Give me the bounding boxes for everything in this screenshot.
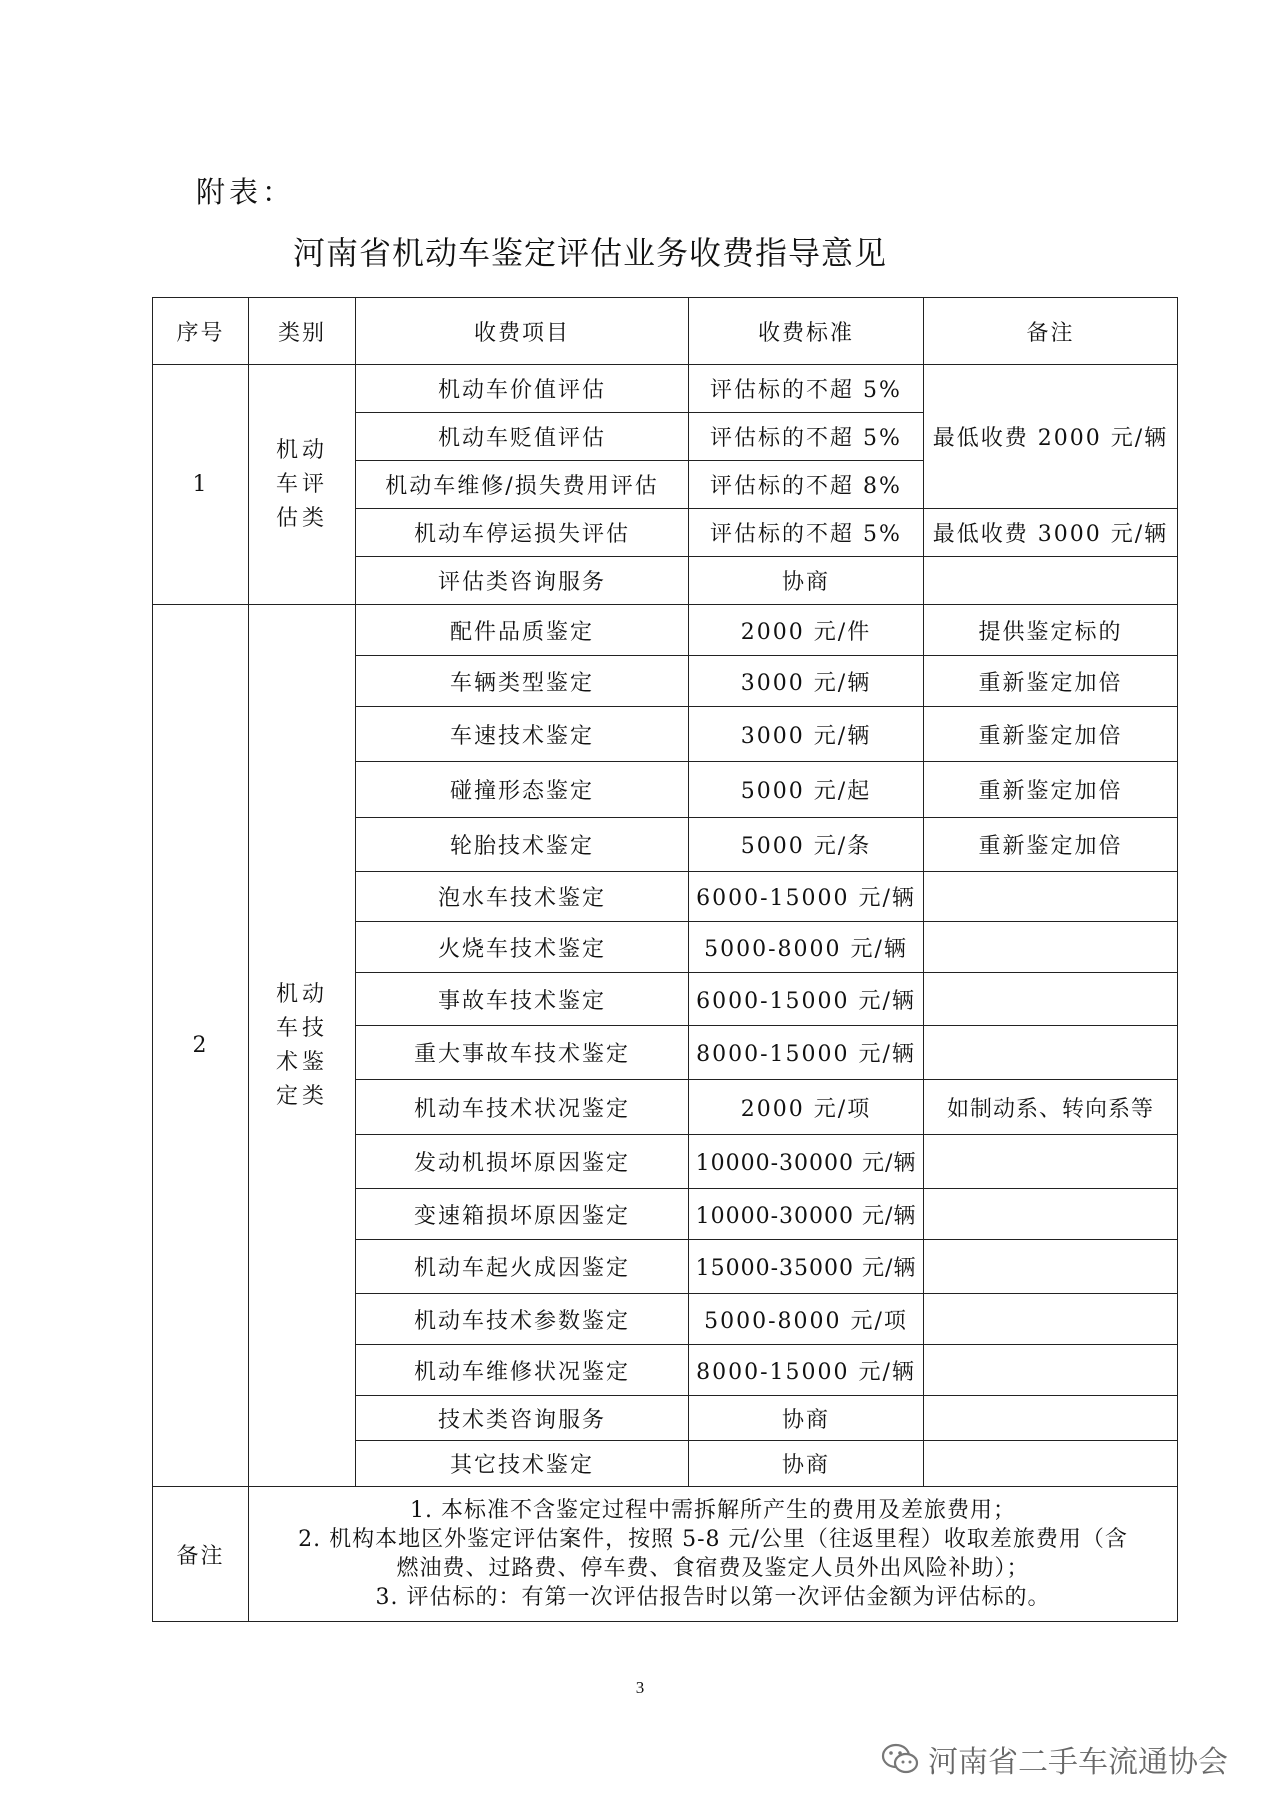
fee-item: 机动车起火成因鉴定 [356, 1240, 689, 1294]
fee-standard: 10000-30000 元/辆 [689, 1189, 924, 1240]
fee-standard: 5000 元/起 [689, 762, 924, 818]
fee-standard: 5000-8000 元/辆 [689, 922, 924, 973]
fee-standard: 评估标的不超 5% [689, 365, 924, 413]
note-line: 燃油费、过路费、停车费、食宿费及鉴定人员外出风险补助）； [396, 1556, 1030, 1581]
group1-category [249, 365, 356, 605]
header-category: 类别 [249, 298, 356, 365]
fee-remark [924, 1441, 1178, 1487]
fee-standard: 15000-35000 元/辆 [689, 1240, 924, 1294]
fee-item: 机动车技术参数鉴定 [356, 1294, 689, 1345]
watermark [880, 1735, 1228, 1783]
fee-remark [924, 872, 1178, 922]
fee-remark [924, 1189, 1178, 1240]
fee-standard: 2000 元/项 [689, 1080, 924, 1135]
group2-seq: 2 [153, 605, 249, 1487]
category-line: 机动 [275, 437, 328, 463]
fee-item: 变速箱损坏原因鉴定 [356, 1189, 689, 1240]
fee-remark [924, 1135, 1178, 1189]
fee-standard: 评估标的不超 8% [689, 461, 924, 509]
fee-standard: 5000 元/条 [689, 818, 924, 872]
fee-remark: 重新鉴定加倍 [924, 707, 1178, 762]
fee-item: 车辆类型鉴定 [356, 656, 689, 707]
header-item: 收费项目 [356, 298, 689, 365]
fee-standard: 8000-15000 元/辆 [689, 1026, 924, 1080]
fee-item: 机动车停运损失评估 [356, 509, 689, 557]
fee-item: 机动车维修/损失费用评估 [356, 461, 689, 509]
fee-remark: 如制动系、转向系等 [924, 1080, 1178, 1135]
fee-standard: 3000 元/辆 [689, 707, 924, 762]
fee-remark [924, 1396, 1178, 1441]
fee-standard: 评估标的不超 5% [689, 413, 924, 461]
fee-standard: 10000-30000 元/辆 [689, 1135, 924, 1189]
header-remark: 备注 [924, 298, 1178, 365]
note-line: 2. 机构本地区外鉴定评估案件，按照 5-8 元/公里（往返里程）收取差旅费用（含 [298, 1527, 1128, 1552]
category-line: 估类 [275, 505, 328, 531]
fee-remark: 最低收费 2000 元/辆 [924, 365, 1178, 509]
fee-remark: 提供鉴定标的 [924, 605, 1178, 656]
fee-remark: 重新鉴定加倍 [924, 762, 1178, 818]
watermark-text: 河南省二手车流通协会 [928, 1745, 1228, 1780]
fee-item: 其它技术鉴定 [356, 1441, 689, 1487]
category-line: 机动 [275, 981, 328, 1007]
fee-item: 机动车维修状况鉴定 [356, 1345, 689, 1396]
fee-remark [924, 1240, 1178, 1294]
notes-label: 备注 [153, 1487, 249, 1622]
fee-item: 轮胎技术鉴定 [356, 818, 689, 872]
fee-standard: 协商 [689, 557, 924, 605]
fee-table [152, 297, 1178, 1622]
fee-standard: 协商 [689, 1441, 924, 1487]
fee-standard: 5000-8000 元/项 [689, 1294, 924, 1345]
table-row [153, 365, 1178, 413]
fee-remark [924, 557, 1178, 605]
fee-item: 技术类咨询服务 [356, 1396, 689, 1441]
fee-item: 事故车技术鉴定 [356, 973, 689, 1026]
fee-item: 碰撞形态鉴定 [356, 762, 689, 818]
header-seq: 序号 [153, 298, 249, 365]
note-line: 1. 本标准不含鉴定过程中需拆解所产生的费用及差旅费用； [410, 1498, 1016, 1523]
attachment-label: 附表： [196, 175, 296, 209]
table-header-row [153, 298, 1178, 365]
fee-standard: 评估标的不超 5% [689, 509, 924, 557]
group2-category [249, 605, 356, 1487]
category-line: 车评 [275, 471, 328, 497]
fee-item: 重大事故车技术鉴定 [356, 1026, 689, 1080]
fee-remark [924, 1294, 1178, 1345]
notes-row [153, 1487, 1178, 1622]
fee-remark: 重新鉴定加倍 [924, 656, 1178, 707]
header-standard: 收费标准 [689, 298, 924, 365]
fee-item: 发动机损坏原因鉴定 [356, 1135, 689, 1189]
fee-standard: 6000-15000 元/辆 [689, 872, 924, 922]
fee-standard: 6000-15000 元/辆 [689, 973, 924, 1026]
fee-remark [924, 1026, 1178, 1080]
fee-item: 机动车贬值评估 [356, 413, 689, 461]
document-title: 河南省机动车鉴定评估业务收费指导意见 [292, 234, 887, 272]
page-number: 3 [635, 1678, 645, 1697]
fee-item: 评估类咨询服务 [356, 557, 689, 605]
fee-item: 车速技术鉴定 [356, 707, 689, 762]
note-line: 3. 评估标的：有第一次评估报告时以第一次评估金额为评估标的。 [375, 1585, 1051, 1610]
fee-item: 机动车价值评估 [356, 365, 689, 413]
fee-remark: 重新鉴定加倍 [924, 818, 1178, 872]
fee-item: 火烧车技术鉴定 [356, 922, 689, 973]
group1-seq: 1 [153, 365, 249, 605]
fee-item: 泡水车技术鉴定 [356, 872, 689, 922]
category-line: 定类 [275, 1083, 328, 1109]
notes-content [249, 1487, 1178, 1622]
fee-item: 机动车技术状况鉴定 [356, 1080, 689, 1135]
category-line: 车技 [275, 1015, 328, 1041]
fee-standard: 8000-15000 元/辆 [689, 1345, 924, 1396]
fee-standard: 2000 元/件 [689, 605, 924, 656]
category-line: 术鉴 [275, 1049, 328, 1075]
fee-remark: 最低收费 3000 元/辆 [924, 509, 1178, 557]
table-row [153, 605, 1178, 656]
fee-remark [924, 973, 1178, 1026]
fee-remark [924, 1345, 1178, 1396]
wechat-icon [880, 1741, 920, 1777]
fee-standard: 3000 元/辆 [689, 656, 924, 707]
fee-item: 配件品质鉴定 [356, 605, 689, 656]
fee-remark [924, 922, 1178, 973]
fee-standard: 协商 [689, 1396, 924, 1441]
